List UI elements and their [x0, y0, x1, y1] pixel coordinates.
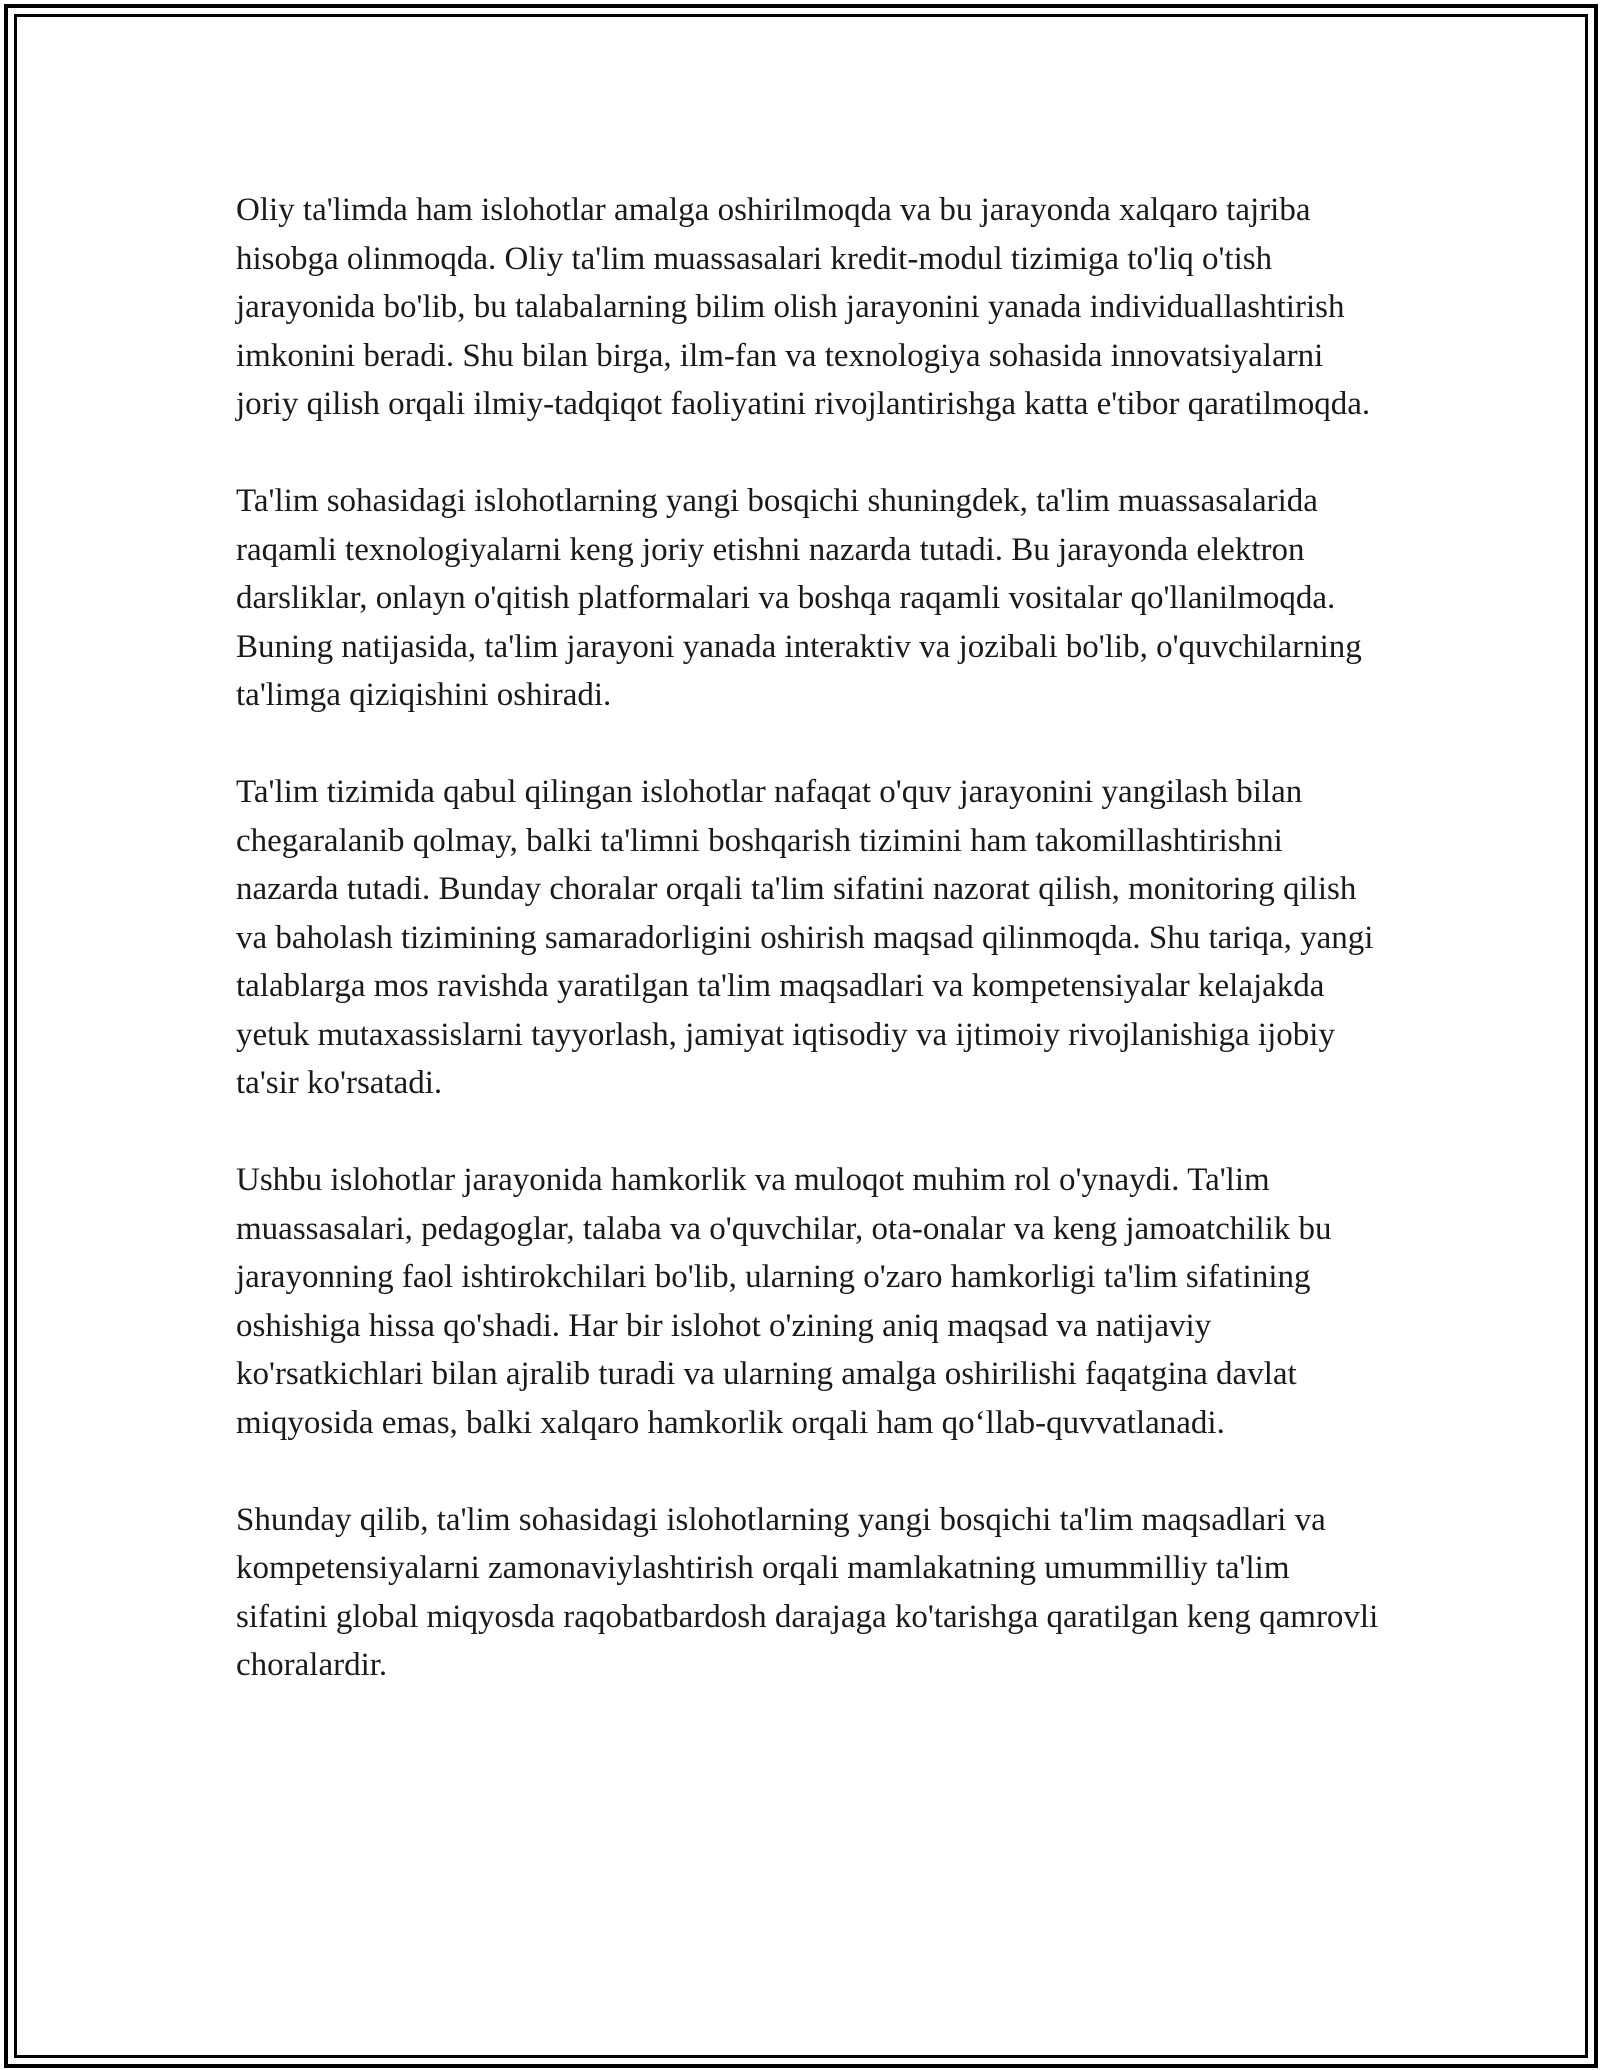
paragraph-2: Ta'lim sohasidagi islohotlarning yangi bosqichi shuningdek, ta'lim muassasalarida raqamli texnologiyalarni keng joriy etishni nazarda tutadi. Bu jarayonda elektron darsliklar, onlayn o'qitish platformalari va boshqa raqamli vositalar qo'llanilmoqda. Buning natijasida, ta'lim jarayoni yanada interaktiv va jozibali bo'lib, o'quvchilarning ta'limga qiziqishini oshiradi. — [236, 483, 1362, 713]
paragraph-4: Ushbu islohotlar jarayonida hamkorlik va muloqot muhim rol o'ynaydi. Ta'lim muassasalari, pedagoglar, talaba va o'quvchilar, ota-onalar va keng jamoatchilik bu jarayonning faol ishtirokchilari bo'lib, ularning o'zaro hamkorligi ta'lim sifatining oshishiga hissa qo'shadi. Har bir islohot o'zining aniq maqsad va natijaviy ko'rsatkichlari bilan ajralib turadi va ularning amalga oshirilishi faqatgina davlat miqyosida emas, balki xalqaro hamkorlik orqali ham qo‘llab-quvvatlanadi. — [236, 1162, 1332, 1441]
document-body — [236, 186, 1386, 1690]
paragraph-5: Shunday qilib, ta'lim sohasidagi islohotlarning yangi bosqichi ta'lim maqsadlari va kompetensiyalarni zamonaviylashtirish orqali mamlakatning umummilliy ta'lim sifatini global miqyosda raqobatbardosh darajaga ko'tarishga qaratilgan keng qamrovli choralardir. — [236, 1501, 1379, 1683]
paragraph-1: Oliy ta'limda ham islohotlar amalga oshirilmoqda va bu jarayonda xalqaro tajriba hisobga olinmoqda. Oliy ta'lim muassasalari kredit-modul tizimiga to'liq o'tish jarayonida bo'lib, bu talabalarning bilim olish jarayonini yanada individuallashtirish imkonini beradi. Shu bilan birga, ilm-fan va texnologiya sohasida innovatsiyalarni joriy qilish orqali ilmiy-tadqiqot faoliyatini rivojlantirishga katta e'tibor qaratilmoqda. — [236, 192, 1371, 422]
paragraph-3: Ta'lim tizimida qabul qilingan islohotlar nafaqat o'quv jarayonini yangilash bilan chegaralanib qolmay, balki ta'limni boshqarish tizimini ham takomillashtirishni nazarda tutadi. Bunday choralar orqali ta'lim sifatini nazorat qilish, monitoring qilish va baholash tizimining samaradorligini oshirish maqsad qilinmoqda. Shu tariqa, yangi talablarga mos ravishda yaratilgan ta'lim maqsadlari va kompetensiyalar kelajakda yetuk mutaxassislarni tayyorlash, jamiyat iqtisodiy va ijtimoiy rivojlanishiga ijobiy ta'sir ko'rsatadi. — [236, 774, 1374, 1101]
